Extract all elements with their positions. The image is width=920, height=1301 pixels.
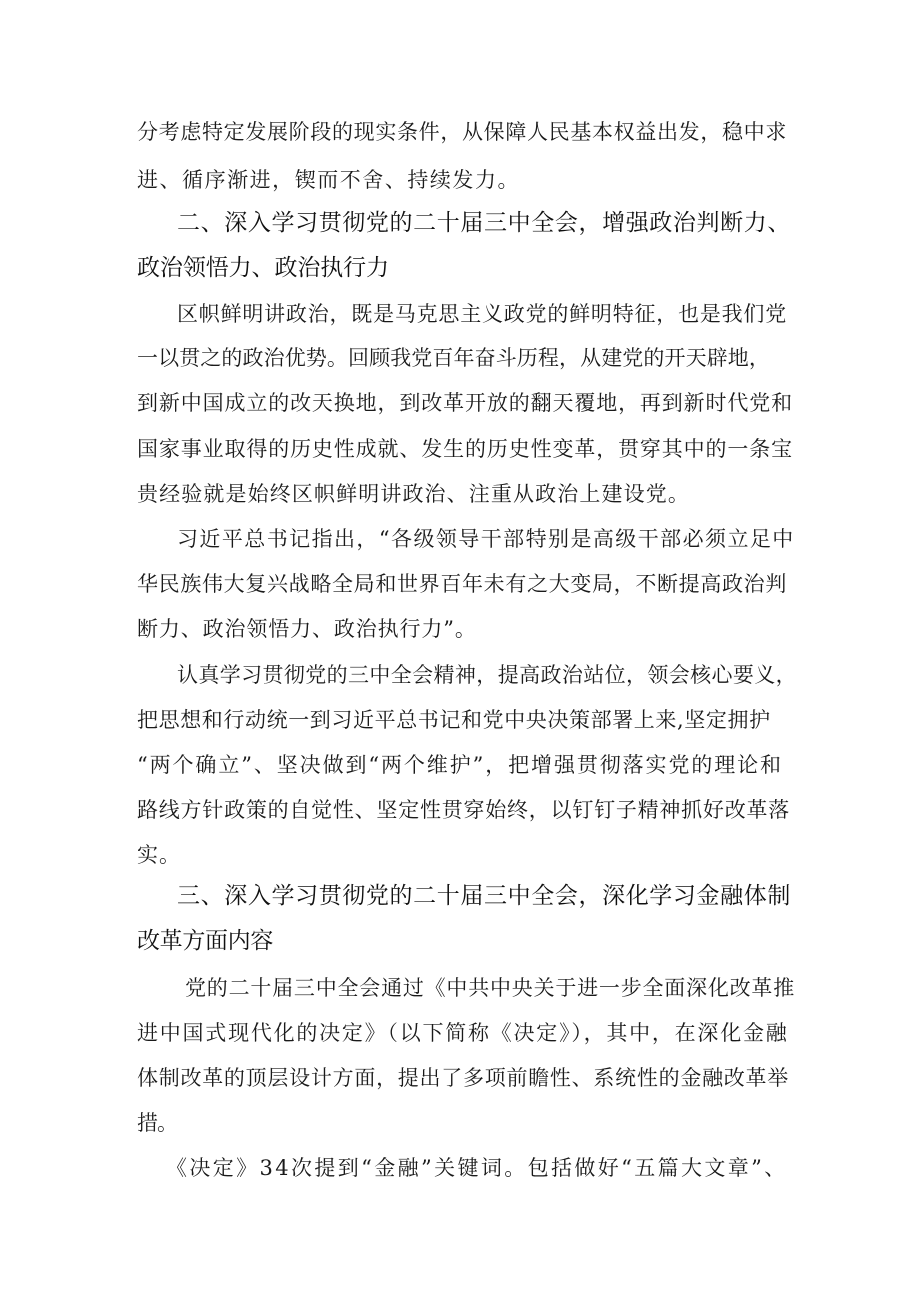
section-heading: 政治领悟力、政治执行力: [137, 255, 390, 281]
text-line: 到新中国成立的改天换地，到改革开放的翻天覆地，再到新时代党和: [137, 391, 793, 415]
section-heading: 三、深入学习贯彻党的二十届三中全会，深化学习金融体制: [177, 883, 791, 909]
text-line: 习近平总书记指出，“各级领导干部特别是高级干部必须立足中: [177, 527, 795, 551]
text-line: 路线方针政策的自觉性、坚定性贯穿始终，以钉钉子精神抓好改革落: [137, 798, 790, 822]
text-line: 认真学习贯彻党的三中全会精神，提高政治站位，领会核心要义，: [177, 663, 797, 687]
text-line: 贵经验就是始终区帜鲜明讲政治、注重从政治上建设党。: [137, 482, 690, 506]
text-line: 一以贯之的政治优势。回顾我党百年奋斗历程，从建党的开天辟地，: [137, 346, 770, 370]
text-line: “两个确立”、坚决做到“两个维护”，把增强贯彻落实党的理论和: [137, 753, 783, 777]
text-line: 把思想和行动统一到习近平总书记和党中央决策部署上来,坚定拥护: [137, 708, 771, 732]
section-heading: 改革方面内容: [137, 928, 274, 954]
section-heading: 二、深入学习贯彻党的二十届三中全会，增强政治判断力、: [177, 210, 791, 236]
text-line: 区帜鲜明讲政治，既是马克思主义政党的鲜明特征，也是我们党: [177, 302, 787, 326]
text-line: 分考虑特定发展阶段的现实条件，从保障人民基本权益出发，稳中求: [137, 120, 787, 144]
text-line: 《决定》34次提到“金融”关键词。包括做好“五篇大文章”、: [166, 1156, 788, 1180]
text-line: 国家事业取得的历史性成就、发生的历史性变革，贯穿其中的一条宝: [137, 437, 793, 461]
text-line: 断力、政治领悟力、政治执行力”。: [137, 617, 477, 641]
text-line: 进中国式现代化的决定》（以下简称《决定》），其中，在深化金融: [137, 1021, 789, 1045]
text-line: 华民族伟大复兴战略全局和世界百年未有之大变局，不断提高政治判: [137, 572, 787, 596]
text-line: 党的二十届三中全会通过《中共中央关于进一步全面深化改革推: [185, 976, 795, 1000]
text-line: 体制改革的顶层设计方面，提出了多项前瞻性、系统性的金融改革举: [137, 1066, 789, 1090]
text-line: 进、循序渐进，锲而不舍、持续发力。: [137, 168, 520, 192]
text-line: 实。: [137, 843, 181, 867]
text-line: 措。: [137, 1111, 177, 1135]
